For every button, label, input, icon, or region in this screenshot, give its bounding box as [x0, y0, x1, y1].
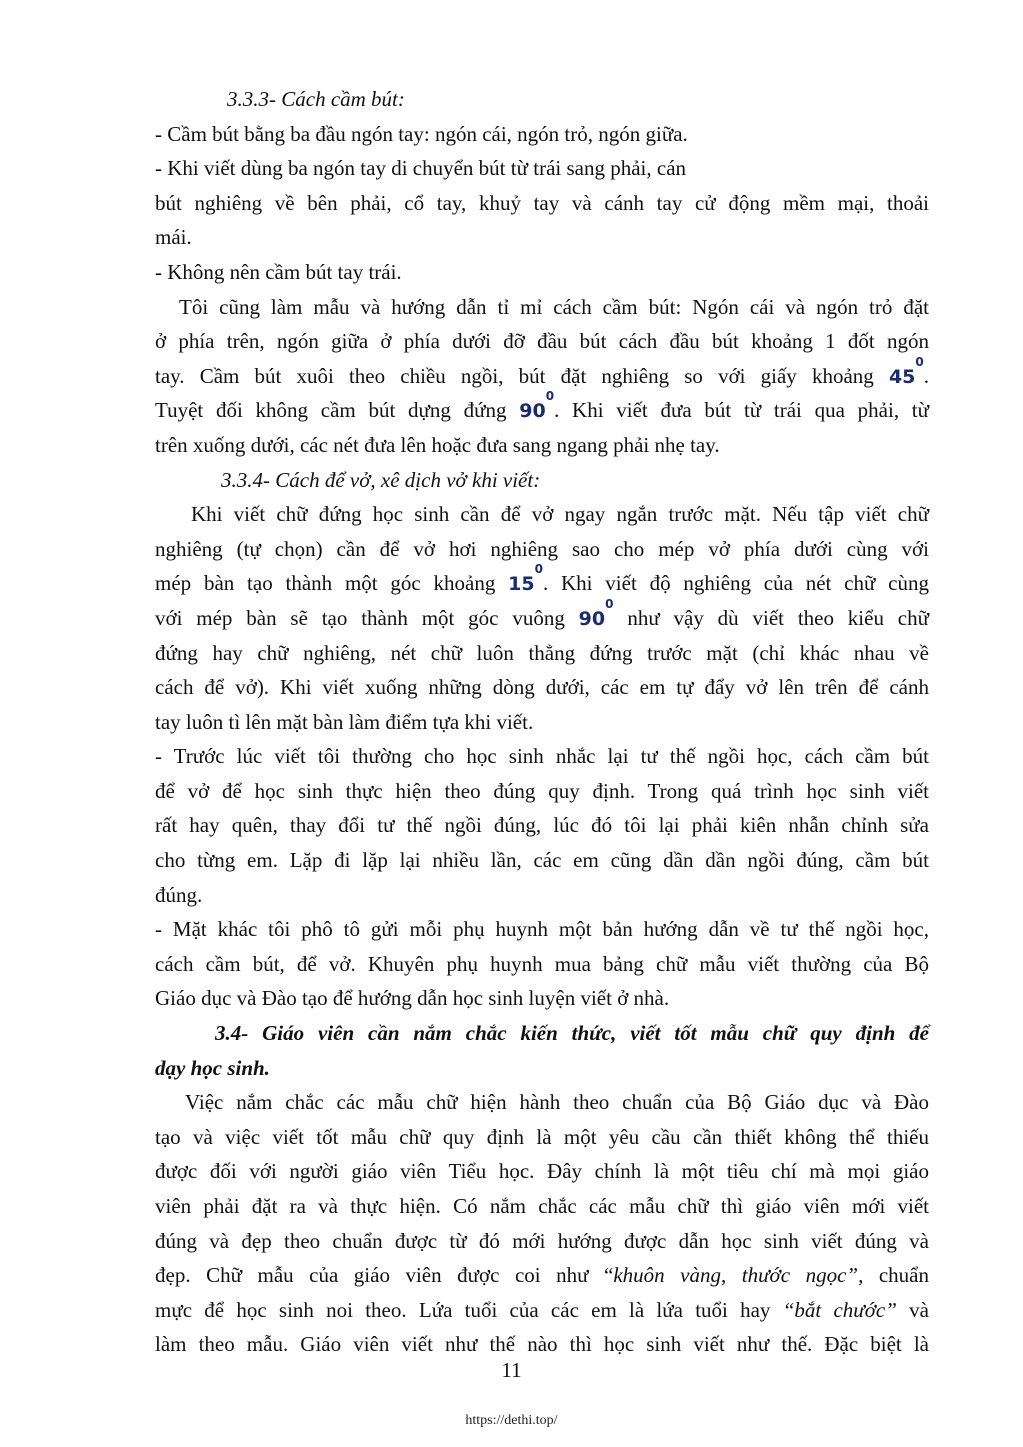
angle-value: 15: [508, 573, 535, 596]
paragraph-line: tạo và việc viết tốt mẫu chữ quy định là một yêu cầu cần thiết không thể thiếu: [155, 1124, 929, 1149]
paragraph-line: viên phải đặt ra và thực hiện. Có nắm chắc các mẫu chữ thì giáo viên mới viết: [155, 1194, 929, 1218]
paragraph-line: - Mặt khác tôi phô tô gửi mỗi phụ huynh một bản hướng dẫn về tư thế ngồi học,: [155, 917, 929, 942]
paragraph-line: cách cầm bút, để vở. Khuyên phụ huynh mua bảng chữ mẫu viết thường của Bộ: [155, 951, 929, 976]
paragraph-line: Khi viết chữ đứng học sinh cần để vở ngay ngắn trước mặt. Nếu tập viết chữ: [191, 502, 929, 527]
heading-3-4: 3.4- Giáo viên cần nắm chắc kiến thức, viết tốt mẫu chữ quy định để: [215, 1021, 929, 1046]
paragraph-line: - Cầm bút bằng ba đầu ngón tay: ngón cái, ngón trỏ, ngón giữa.: [155, 121, 688, 146]
italic-quote: “bắt chước”: [782, 1297, 897, 1322]
text-run: mực để học sinh noi theo. Lứa tuổi của các em là lứa tuổi hay: [155, 1297, 783, 1322]
paragraph-line: [155, 354, 929, 394]
angle-90-degrees: [578, 596, 614, 630]
paragraph-line: - Khi viết dùng ba ngón tay di chuyển bút từ trái sang phải, cán: [155, 156, 687, 181]
paragraph-line: nghiêng (tự chọn) cần để vở hơi nghiêng sao cho mép vở phía dưới cùng với: [155, 536, 929, 561]
angle-value: 90: [519, 400, 546, 423]
angle-90-degrees: [519, 389, 555, 423]
page-number: 11: [501, 1358, 522, 1382]
heading-3-3-4: 3.3.4- Cách để vở, xê dịch vở khi viết:: [221, 467, 541, 492]
paragraph-line: làm theo mẫu. Giáo viên viết như thế nào thì học sinh viết như thế. Đặc biệt là: [155, 1332, 929, 1357]
angle-value: 45: [888, 365, 916, 388]
paragraph-line: Tôi cũng làm mẫu và hướng dẫn tỉ mỉ cách cầm bút: Ngón cái và ngón trỏ đặt: [179, 294, 929, 319]
paragraph-line: - Trước lúc viết tôi thường cho học sinh nhắc lại tư thế ngồi học, cách cầm bút: [155, 744, 929, 769]
degree-sign: 0: [534, 562, 543, 577]
page-body: [155, 82, 929, 1362]
paragraph-line: [155, 389, 930, 428]
italic-quote: khuôn vàng, thước ngọc”,: [613, 1263, 864, 1288]
paragraph-line: đúng và đẹp theo chuẩn được từ đó mới hướng được dẫn học sinh viết đúng và: [155, 1228, 929, 1253]
paragraph-line: [155, 596, 929, 636]
text-run: .: [923, 363, 929, 388]
paragraph-line: rất hay quên, thay đổi tư thế ngồi đúng, lúc đó tôi lại phải kiên nhẫn chỉnh sửa: [155, 813, 929, 838]
footer-url: https://dethi.top/: [465, 1413, 558, 1428]
text-run: mép bàn tạo thành một góc khoảng: [155, 571, 496, 596]
angle-15-degrees: [508, 562, 543, 596]
heading-3-3-3: 3.3.3- Cách cầm bút:: [227, 87, 405, 111]
paragraph-line: [155, 1293, 929, 1328]
heading-3-4-continued: dạy học sinh.: [155, 1055, 270, 1080]
text-run: và: [896, 1297, 929, 1322]
paragraph-line: cách để vở). Khi viết xuống những dòng dưới, các em tự đẩy vở lên trên để cánh: [155, 675, 929, 700]
text-run: . Khi viết đưa bút từ trái qua phải, từ: [554, 398, 930, 423]
paragraph-line: Giáo dục và Đào tạo để hướng dẫn học sinh luyện viết ở nhà.: [155, 986, 670, 1011]
degree-sign: 0: [605, 596, 614, 611]
angle-value: 90: [578, 607, 606, 630]
paragraph-line: đứng hay chữ nghiêng, nét chữ luôn thẳng đứng trước mặt (chỉ khác nhau về: [155, 640, 929, 665]
paragraph-line: trên xuống dưới, các nét đưa lên hoặc đưa sang ngang phải nhẹ tay.: [155, 432, 720, 457]
paragraph-line: đúng.: [155, 882, 203, 907]
text-run: . Khi viết độ nghiêng của nét chữ cùng: [542, 571, 929, 596]
paragraph-line: bút nghiêng về bên phải, cổ tay, khuỷ tay và cánh tay cử động mềm mại, thoải: [155, 190, 929, 215]
paragraph-line: mái.: [155, 225, 192, 250]
text-run: với mép bàn sẽ tạo thành một góc vuông: [155, 605, 565, 630]
paragraph-line: cho từng em. Lặp đi lặp lại nhiều lần, các em cũng dần dần ngồi đúng, cầm bút: [155, 848, 929, 873]
degree-sign: 0: [545, 389, 555, 404]
degree-sign: 0: [915, 354, 924, 369]
paragraph-line: ở phía trên, ngón giữa ở phía dưới đỡ đầu bút cách đầu bút khoảng 1 đốt ngón: [155, 329, 929, 354]
angle-45-degrees: [888, 354, 924, 388]
text-run: như vậy dù viết theo kiểu chữ: [627, 605, 929, 630]
text-run: đẹp. Chữ mẫu của giáo viên được coi như “: [155, 1263, 614, 1288]
paragraph-line: tay luôn tì lên mặt bàn làm điểm tựa khi viết.: [155, 709, 534, 734]
text-run: Tuyệt đối không cầm bút dựng đứng: [155, 398, 507, 423]
text-run: chuẩn: [863, 1263, 929, 1288]
paragraph-line: [155, 562, 929, 601]
paragraph-line: - Không nên cầm bút tay trái.: [155, 259, 402, 284]
paragraph-line: để vở để học sinh thực hiện theo đúng quy định. Trong quá trình học sinh viết: [155, 778, 929, 803]
paragraph-line: [155, 1258, 929, 1293]
paragraph-line: Việc nắm chắc các mẫu chữ hiện hành theo chuẩn của Bộ Giáo dục và Đào: [185, 1090, 929, 1115]
paragraph-line: được đối với người giáo viên Tiểu học. Đây chính là một tiêu chí mà mọi giáo: [155, 1159, 929, 1184]
text-run: tay. Cầm bút xuôi theo chiều ngồi, bút đặt nghiêng so với giấy khoảng: [155, 363, 874, 388]
